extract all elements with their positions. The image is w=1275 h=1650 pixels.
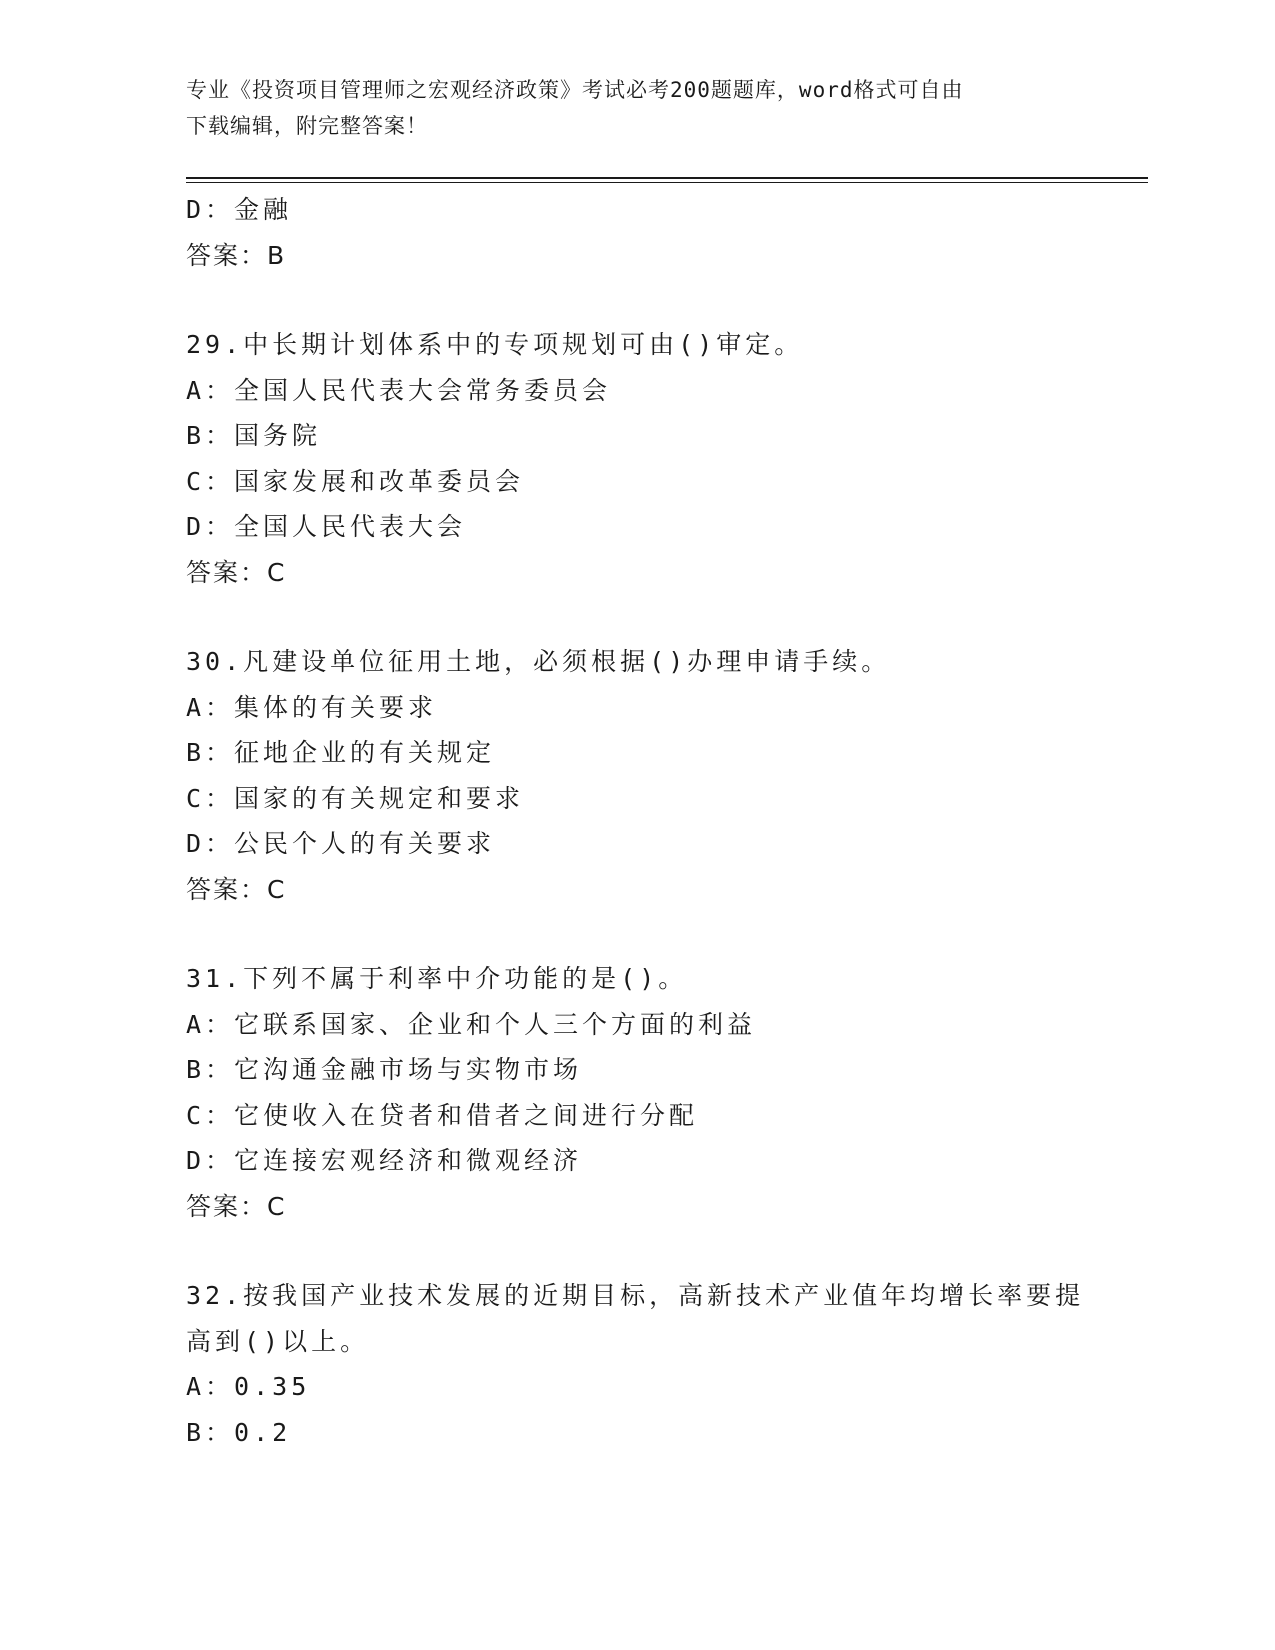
- spacer: [186, 912, 1086, 956]
- question-stem-line-1: 32.按我国产业技术发展的近期目标，高新技术产业值年均增长率要提: [186, 1281, 1085, 1310]
- option-b: B：征地企业的有关规定: [186, 738, 496, 767]
- option-c: C：国家的有关规定和要求: [186, 783, 525, 813]
- option-d: D：金融: [186, 195, 293, 224]
- option-d: D：它连接宏观经济和微观经济: [186, 1146, 583, 1175]
- option-a: A：集体的有关要求: [186, 692, 438, 722]
- answer-line: 答案：C: [186, 557, 287, 587]
- question-stem-line-2: 高到()以上。: [186, 1326, 370, 1356]
- option-a: A：0.35: [186, 1372, 311, 1401]
- question-31: [186, 956, 1086, 1229]
- option-d: D：公民个人的有关要求: [186, 829, 496, 858]
- option-a: A：它联系国家、企业和个人三个方面的利益: [186, 1009, 757, 1039]
- spacer: [186, 278, 1086, 322]
- option-d: D：全国人民代表大会: [186, 512, 467, 541]
- option-b: B：国务院: [186, 421, 322, 450]
- header-intro-line-1: 专业《投资项目管理师之宏观经济政策》考试必考200题题库，word格式可自由: [186, 78, 964, 102]
- answer-line: 答案：C: [186, 1191, 287, 1221]
- question-list: [186, 187, 1086, 1455]
- option-c: C：它使收入在贷者和借者之间进行分配: [186, 1100, 699, 1130]
- question-stem: 29.中长期计划体系中的专项规划可由()审定。: [186, 330, 804, 359]
- answer-line: 答案：C: [186, 874, 287, 904]
- option-b: B：0.2: [186, 1417, 292, 1447]
- option-a: A：全国人民代表大会常务委员会: [186, 375, 612, 405]
- question-stem: 30.凡建设单位征用土地，必须根据()办理申请手续。: [186, 647, 891, 676]
- header-divider: [186, 177, 1148, 183]
- spacer: [186, 1229, 1086, 1273]
- question-stem: 31.下列不属于利率中介功能的是()。: [186, 964, 688, 993]
- previous-question-tail: [186, 187, 1086, 278]
- answer-line: 答案：B: [186, 240, 287, 270]
- spacer: [186, 595, 1086, 639]
- question-30: [186, 639, 1086, 912]
- question-32: [186, 1273, 1086, 1455]
- header-intro-line-2: 下载编辑，附完整答案！: [186, 114, 428, 138]
- option-c: C：国家发展和改革委员会: [186, 466, 525, 496]
- question-29: [186, 322, 1086, 595]
- option-b: B：它沟通金融市场与实物市场: [186, 1055, 583, 1084]
- document-header: [186, 72, 1066, 144]
